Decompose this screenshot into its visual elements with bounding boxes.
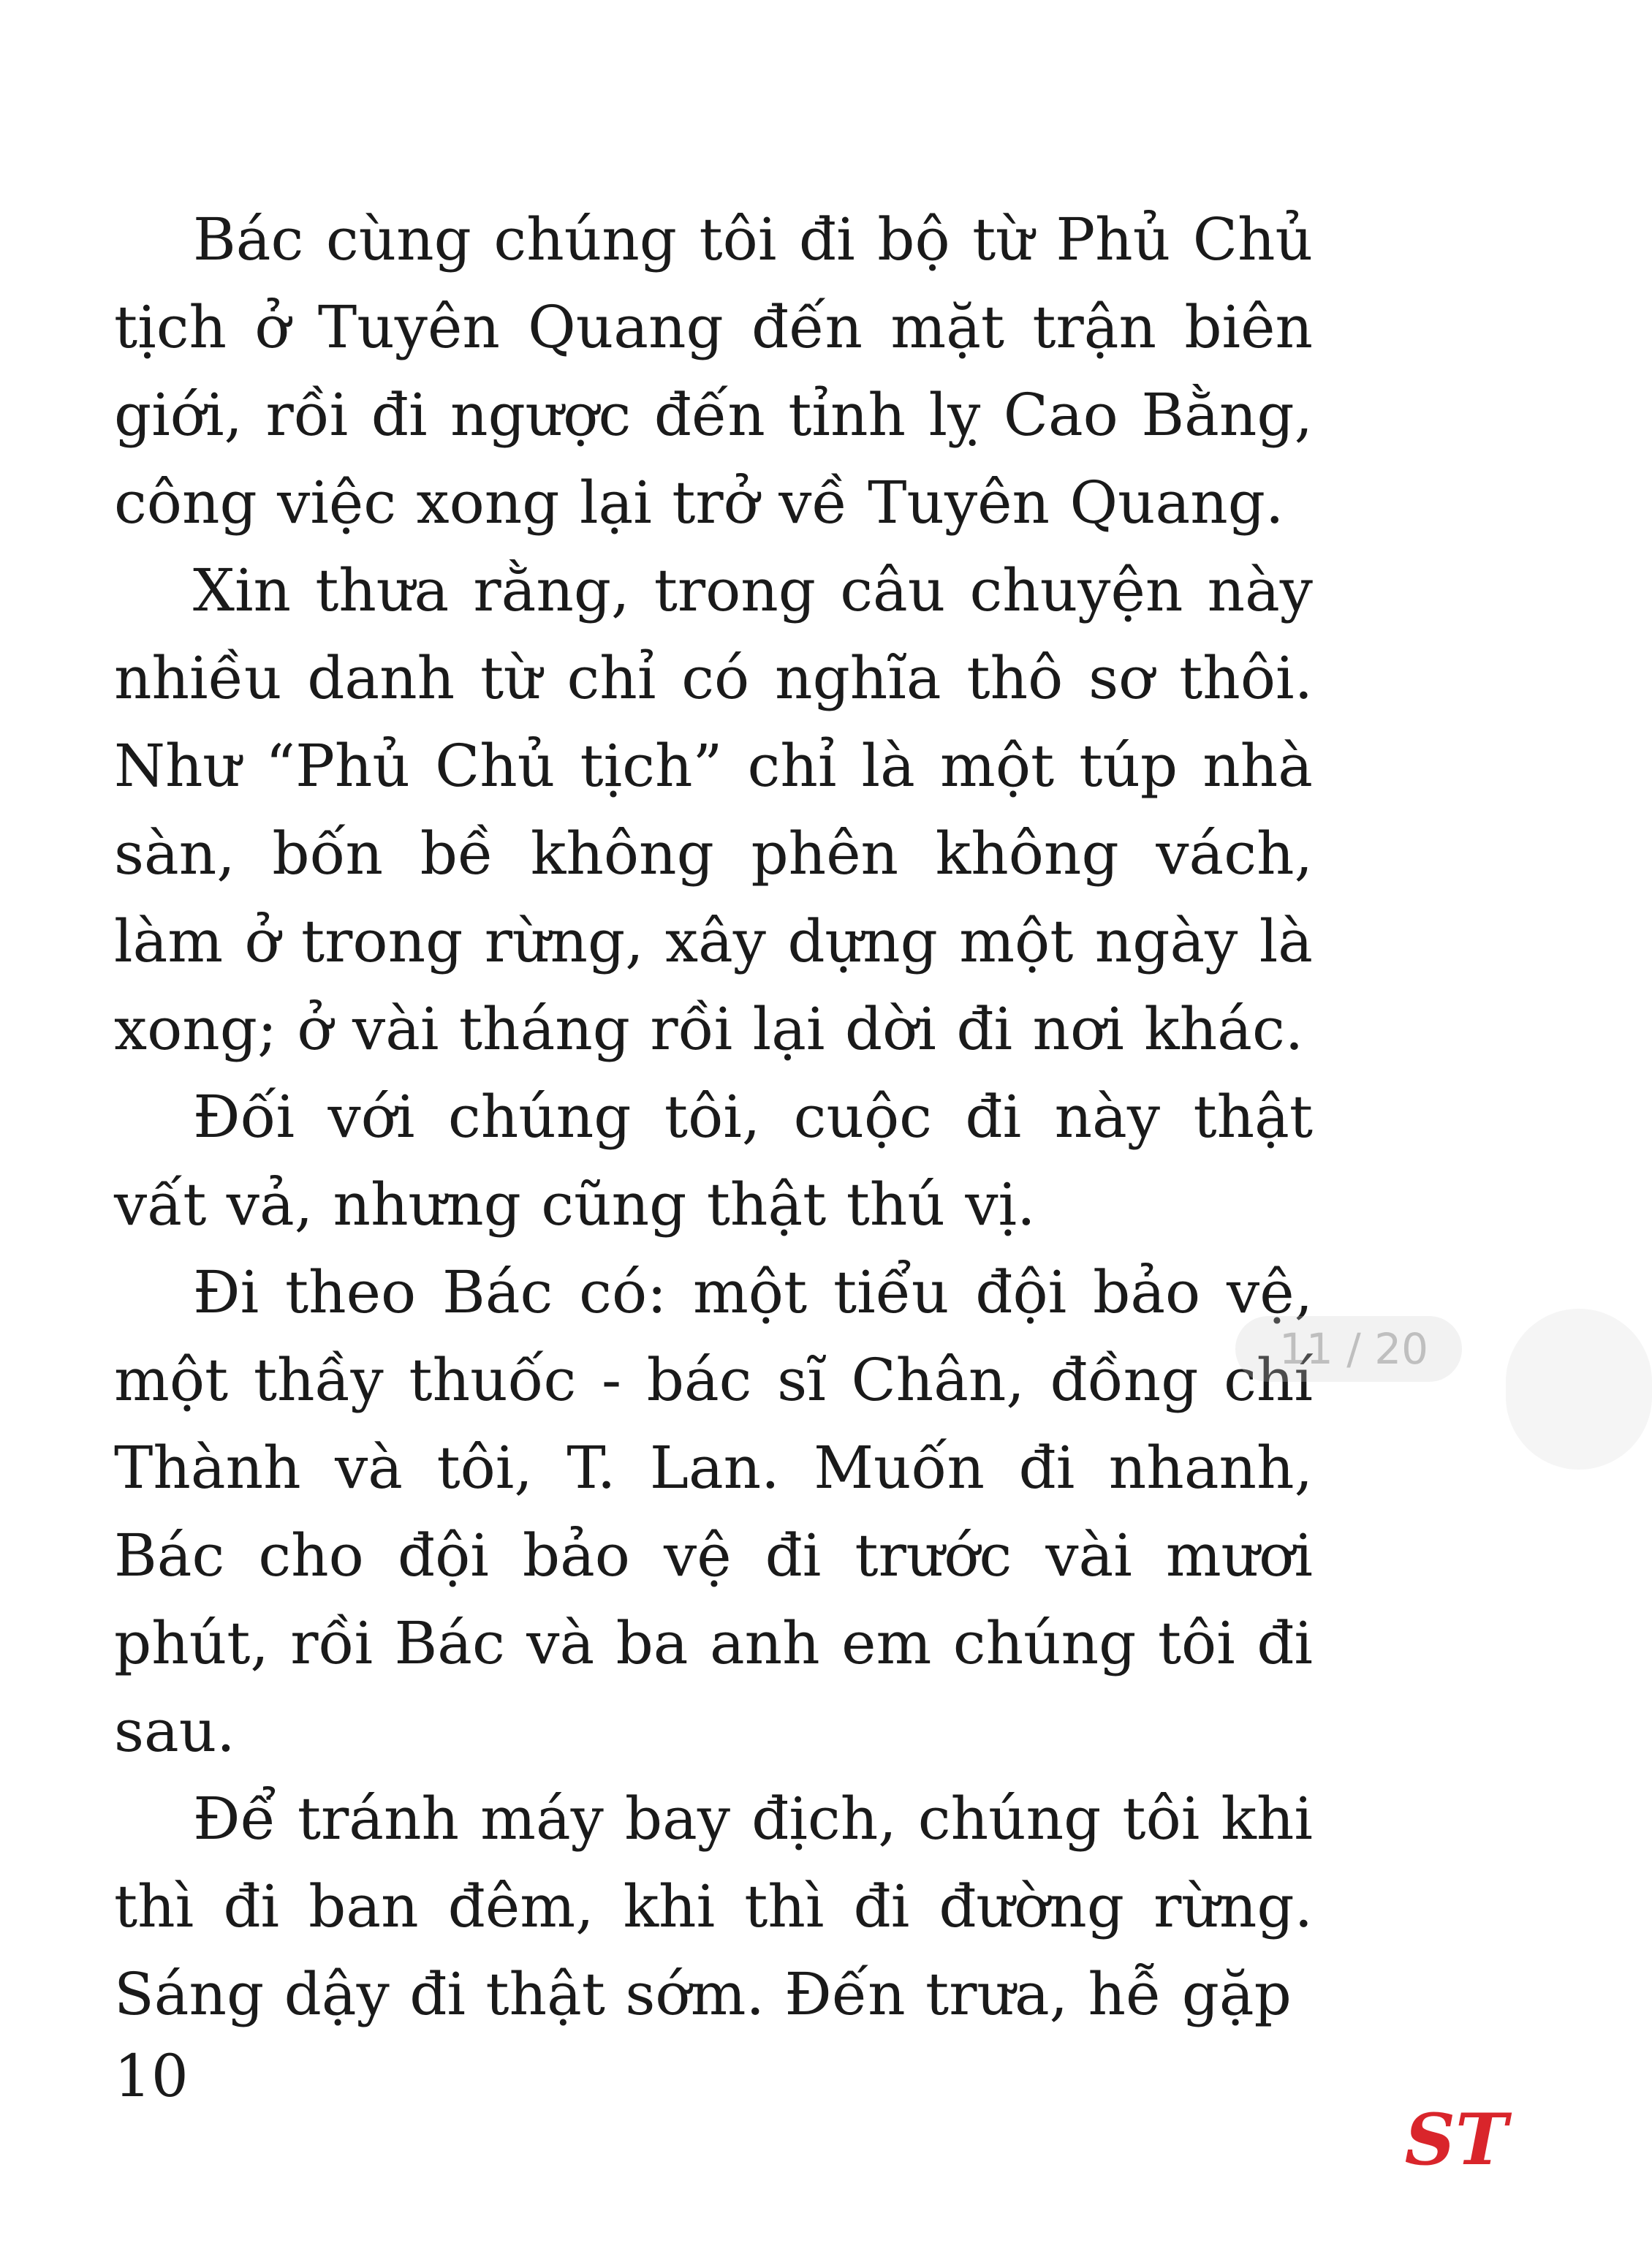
paragraph-4: Đi theo Bác có: một tiểu đội bảo vệ, một thầy thuốc - bác sĩ Chân, đồng chí Thành và tôi, T. Lan. Muốn đi nhanh, Bác cho đội bảo vệ đi trước vài mươi phút, rồi Bác và ba anh em chúng tôi đi sau. [114, 1258, 1313, 1765]
page-counter-text: 11 / 20 [1279, 1324, 1429, 1374]
paragraph-2: Xin thưa rằng, trong câu chuyện này nhiều danh từ chỉ có nghĩa thô sơ thôi. Như “Phủ Chủ tịch” chỉ là một túp nhà sàn, bốn bề không phên không vách, làm ở trong rừng, xây dựng một ngày là xong; ở vài tháng rồi lại dời đi nơi khác. [114, 556, 1313, 1063]
page-body [114, 196, 1313, 2038]
paragraph-3: Đối với chúng tôi, cuộc đi này thật vất vả, nhưng cũng thật thú vị. [114, 1083, 1313, 1239]
page-number: 10 [114, 2042, 189, 2110]
paragraph-5: Để tránh máy bay địch, chúng tôi khi thì đi ban đêm, khi thì đi đường rừng. Sáng dậy đi thật sớm. Đến trưa, hễ gặp [114, 1785, 1313, 2028]
publisher-logo-icon [1404, 2097, 1508, 2181]
paragraph-1: Bác cùng chúng tôi đi bộ từ Phủ Chủ tịch ở Tuyên Quang đến mặt trận biên giới, rồi đi ngược đến tỉnh lỵ Cao Bằng, công việc xong lại trở về Tuyên Quang. [114, 205, 1313, 537]
svg-text:ST: ST [1404, 2098, 1508, 2181]
next-page-handle[interactable] [1506, 1309, 1652, 1470]
